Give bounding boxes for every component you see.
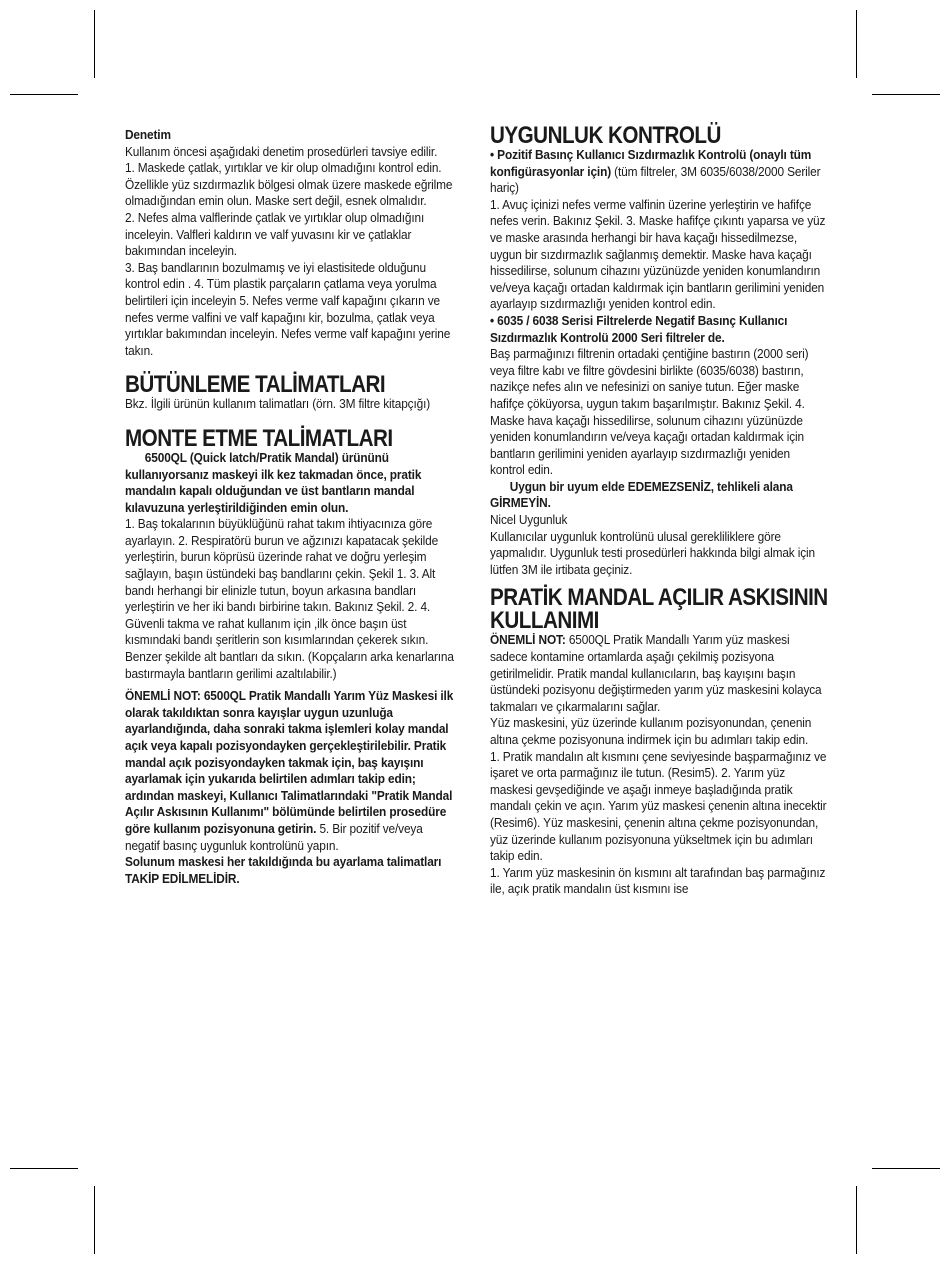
pozitif-title-bold: • Pozitif Basınç Kullanıcı Sızdırmazlık Kontrolü (onaylı tüm konfigürasyonlar için) xyxy=(490,147,812,179)
onemli-note-bold: ÖNEMLİ NOT: 6500QL Pratik Mandallı Yarım Yüz Maskesi ilk olarak takıldıktan sonra kayışlar uygun uzunluğa ayarlandığında, daha sonraki takma işlemleri kolay mandal açık veya kapalı pozisyondayken gerçekleştirilebilir. Pratik mandal açık pozisyondayken takmak için, baş kayışını ayarlamak için yukarıda belirtilen adımları takip edin; ardından maskeyi, Kullanıcı Talimatlarındaki "Pratik Mandal Açılır Askısının Kullanımı" bölümünde belirtilen prosedüre göre kullanım pozisyonuna getirin. xyxy=(125,688,454,836)
pratik-step-3: 1. Pratik mandalın alt kısmını çene seviyesinde başparmağınız ve işaret ve orta parmağınız ile tutun. (Resim5). 2. Yarım yüz maskesi gevşediğinde ve aşağı inmeye başladığında pratik mandalı çekin ve açın. Yarım yüz maskesi çenenin altına inecektir (Resim6). Yüz maskesini, çenenin altına çekme pozisyonundan, yüz üzerinde kullanım pozisyonuna yükseltmek için bu adımları takip edin. xyxy=(490,748,827,864)
crop-mark-top-right-vertical xyxy=(856,10,857,78)
pratik-note-bold: ÖNEMLİ NOT: xyxy=(490,632,566,648)
pratik-heading: PRATİK MANDAL AÇILIR ASKISININ KULLANIMI xyxy=(490,584,828,635)
crop-mark-bottom-left-vertical xyxy=(94,1186,95,1254)
uyum-warning: Uygun bir uyum elde EDEMEZSENİZ, tehlikeli alana GİRMEYİN. xyxy=(490,478,793,511)
denetim-step-1: 1. Maskede çatlak, yırtıklar ve kir olup olmadığını kontrol edin. Özellikle yüz sızdırmazlık bölgesi olmak üzere maskede eğrilme olmadığından emin olun. Maske sert değil, esnek olmalıdır. xyxy=(125,160,453,209)
solunum-warning: Solunum maskesi her takıldığında bu ayarlama talimatları TAKİP EDİLMELİDİR. xyxy=(125,854,442,886)
left-column xyxy=(125,127,459,887)
crop-mark-top-left-vertical xyxy=(94,10,95,78)
denetim-heading: Denetim xyxy=(125,127,171,142)
nicel-text: Kullanıcılar uygunluk kontrolünü ulusal gerekliliklere göre yapmalıdır. Uygunluk testi prosedürleri hakkında bilgi almak için lütfen 3M ile irtibata geçiniz. xyxy=(490,528,816,577)
crop-mark-bottom-left-horizontal xyxy=(10,1168,78,1169)
negatif-text: Baş parmağınızı filtrenin ortadaki çentiğine bastırın (2000 seri) veya filtre kabı ve filtre gövdesini birlikte (6035/6038) bastırın, nazikçe nefes alın ve nefesinizi on saniye tutun. Eğer maske hafifçe çöküyorsa, uygun takım başarılmıştır. Bakınız Şekil. 4. Maske hava kaçağı hissedilirse, solunum cihazını yüzünüzde yeniden konumlandırın ve/veya kaçağı ortadan kaldırmak için bantların gerilimini yeniden ayarlayıp sızdırmazlığı yeniden kontrol edin. xyxy=(490,346,809,478)
pozitif-title xyxy=(490,147,827,197)
pratik-note-rest: 6500QL Pratik Mandallı Yarım yüz maskesi sadece kontamine ortamlarda aşağı çekilmiş pozisyona getirilmelidir. Pratik mandal kullanıcıların, baş kayışını başın üstündeki pozisyonu değiştirmeden yarım yüz maskesini kolayca takmaları ve çıkarmalarını sağlar. xyxy=(490,632,822,714)
pratik-note xyxy=(490,632,827,715)
crop-mark-top-left-horizontal xyxy=(10,94,78,95)
nicel-heading: Nicel Uygunluk xyxy=(490,512,568,528)
onemli-note-rest: 5. Bir pozitif ve/veya negatif basınç uygunluk kontrolünü yapın. xyxy=(125,820,423,853)
right-column xyxy=(490,124,827,898)
pozitif-text: 1. Avuç içinizi nefes verme valfinin üzerine yerleştirin ve hafifçe nefes verin. Bakınız Şekil. 3. Maske hafifçe çıkıntı yaparsa ve yüz ve maske arasında herhangi bir hava kaçağı hissedilmezse, uygun bir sızdırmazlık sağlanmış demektir. Maske hava kaçağı hissedilirse, solunum cihazını yüzünüzde yeniden konumlandırın ve/veya kaçağı ortadan kaldırmak için bantların gerilimini yeniden ayarlayıp sızdırmazlığı yeniden kontrol edin. xyxy=(490,196,826,312)
denetim-step-2: 2. Nefes alma valflerinde çatlak ve yırtıklar olup olmadığını inceleyin. Valfleri kaldırın ve valf yuvasını kir ve çatlaklar bakımından inceleyin. xyxy=(125,209,425,259)
uygunluk-heading: UYGUNLUK KONTROLÜ xyxy=(490,122,721,149)
pozitif-title-rest: (tüm filtreler, 3M 6035/6038/2000 Seriler hariç) xyxy=(490,163,821,196)
crop-mark-top-right-horizontal xyxy=(872,94,940,95)
butunleme-heading: BÜTÜNLEME TALİMATLARI xyxy=(125,371,386,399)
denetim-intro: Kullanım öncesi aşağıdaki denetim prosedürleri tavsiye edilir. xyxy=(125,143,438,159)
butunleme-text: Bkz. İlgili ürünün kullanım talimatları (örn. 3M filtre kitapçığı) xyxy=(125,396,431,412)
monte-text: 1. Baş tokalarının büyüklüğünü rahat takım ihtiyacınıza göre ayarlayın. 2. Respiratörü burun ve ağzınızı kapatacak şekilde yerleştirin, burun köprüsü üzerinde rahat ve doğru yerleşim sağlayın, başın üstündeki baş bandlarını çekin. Şekil 1. 3. Alt bandı herhangi bir elinizle tutun, boyun arkasına bandları yerleştirin ve her iki bandı birbirine takın. Bakınız Şekil. 2. 4. Güvenli takma ve rahat kullanım için ,ilk önce başın üst kısmındaki bandı şeritlerin son kısımlarından çekerek sıkın. Benzer şekilde alt bantları da sıkın. (Kopçaların arka kenarlarına bastırmayla bantların gerilimi azaltılabilir.) xyxy=(125,516,454,681)
denetim-step-3: 3. Baş bandlarının bozulmamış ve iyi elastisitede olduğunu kontrol edin . 4. Tüm plastik parçaların çatlama veya yorulma belirtileri için inceleyin 5. Nefes verme valf kapağını çıkarın ve nefes verme valfini ve valf kapağını kir, bozulma, çatlak veya yırtıklar bakımından inceleyin. Nefes verme valf kapağını yerine takın. xyxy=(125,259,451,358)
monte-bold-note: 6500QL (Quick latch/Pratik Mandal) ürününü kullanıyorsanız maskeyi ilk kez takmadan önce, pratik mandalın kapalı olduğundan ve üst bantların mandal kılavuzuna yerleştirildiğinden emin olun. xyxy=(125,449,422,515)
monte-heading: MONTE ETME TALİMATLARI xyxy=(125,424,393,452)
pratik-step-4: 1. Yarım yüz maskesinin ön kısmını alt tarafından baş parmağınız ile, açık pratik mandalın üst kısmını ise xyxy=(490,864,826,897)
negatif-title: • 6035 / 6038 Serisi Filtrelerde Negatif Basınç Kullanıcı Sızdırmazlık Kontrolü 2000 Seri filtreler de. xyxy=(490,312,788,345)
pratik-step-2: Yüz maskesini, yüz üzerinde kullanım pozisyonundan, çenenin altına çekme pozisyonuna indirmek için bu adımları takip edin. xyxy=(490,715,812,747)
crop-mark-bottom-right-horizontal xyxy=(872,1168,940,1169)
crop-mark-bottom-right-vertical xyxy=(856,1186,857,1254)
onemli-note xyxy=(125,688,459,854)
